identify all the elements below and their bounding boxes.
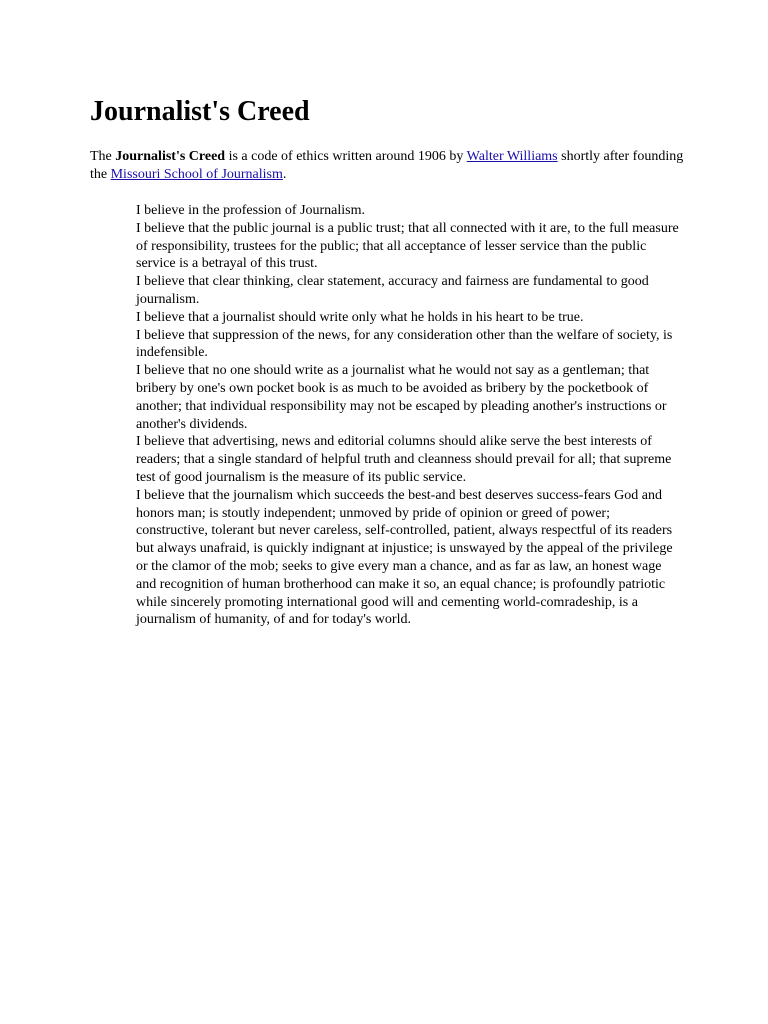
intro-paragraph [90, 148, 690, 184]
creed-line: I believe that the public journal is a public trust; that all connected with it are, to the full measure of responsibility, trustees for the public; that all acceptance of lesser service than the public service is a betrayal of this trust. [136, 220, 679, 272]
intro-end: . [282, 167, 287, 182]
creed-line: I believe that clear thinking, clear statement, accuracy and fairness are fundamental to good journalism. [136, 274, 649, 307]
walter-williams-link[interactable]: Walter Williams [466, 149, 558, 164]
intro-bold-term: Journalist's Creed [115, 149, 226, 164]
creed-line: I believe that no one should write as a journalist what he would not say as a gentleman; that bribery by one's own pocket book is as much to be avoided as bribery by the pocketbook of another; that individual responsibility may not be escaped by pleading another's instructions or another's dividends. [136, 363, 667, 432]
creed-line: I believe in the profession of Journalism. [136, 203, 366, 218]
intro-after-link: shortly after founding the [90, 149, 684, 182]
creed-line: I believe that a journalist should write only what he holds in his heart to be true. [136, 309, 584, 325]
missouri-school-link[interactable]: Missouri School of Journalism [110, 167, 283, 182]
creed-blockquote [136, 202, 684, 629]
intro-lead: The [90, 149, 116, 164]
creed-line: I believe that suppression of the news, for any consideration other than the welfare of society, is indefensible. [136, 327, 673, 361]
intro-middle: is a code of ethics written around 1906 by [225, 149, 467, 164]
creed-line: I believe that advertising, news and editorial columns should alike serve the best interests of readers; that a single standard of helpful truth and cleanness should prevail for all; that supreme test of good journalism is the measure of its public service. [136, 434, 672, 485]
page-title: Journalist's Creed [90, 96, 310, 127]
creed-line: I believe that the journalism which succeeds the best-and best deserves success-fears God and honors man; is stoutly independent; unmoved by pride of opinion or greed of power; constructive, tolerant but never careless, self-controlled, patient, always respectful of its readers but always unafraid, is quickly indignant at injustice; is unswayed by the appeal of the privilege or the clamor of the mob; seeks to give every man a chance, and as far as law, an honest wage and recognition of human brotherhood can make it so, an equal chance; is profoundly patriotic while sincerely promoting international good will and cementing world-comradeship, is a journalism of humanity, of and for today's world. [136, 487, 673, 628]
